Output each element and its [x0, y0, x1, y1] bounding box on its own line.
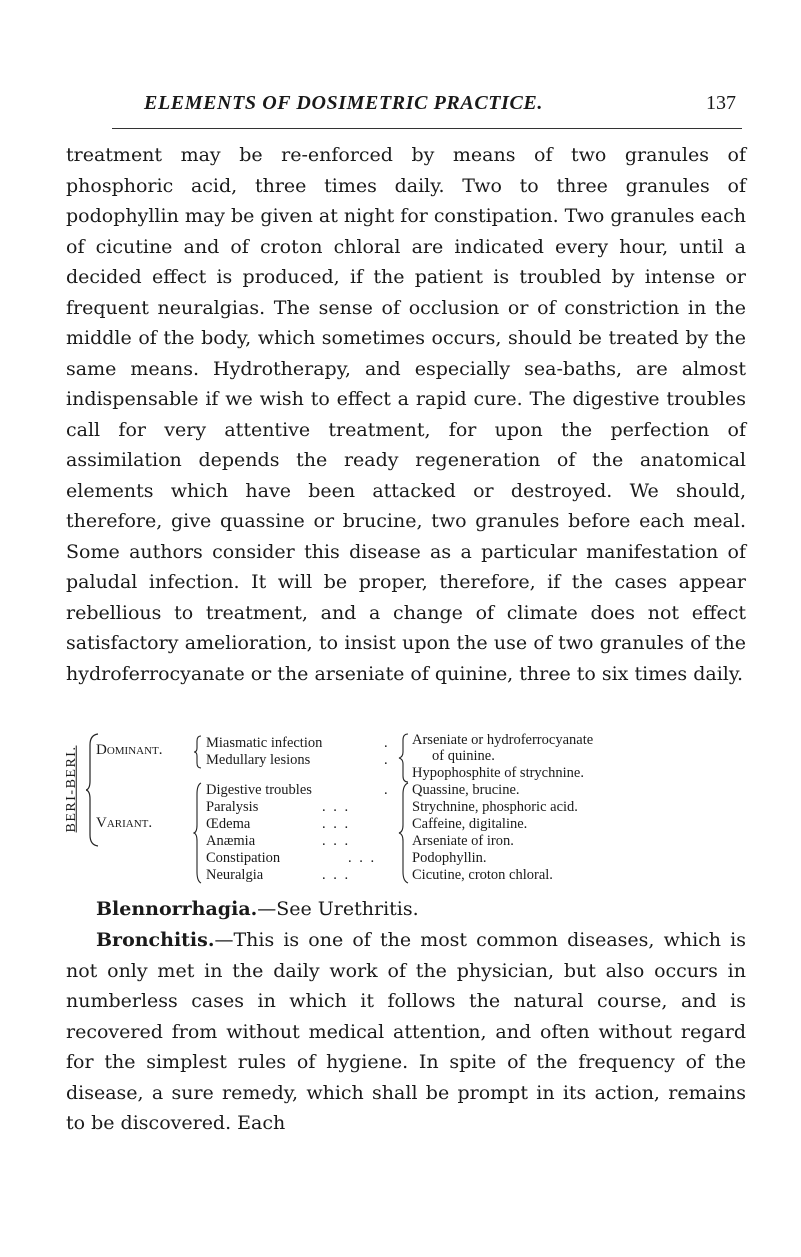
variant-remedy-2: Strychnine, phosphoric acid.	[412, 799, 578, 815]
blennorrhagia-heading: Blennorrhagia.	[96, 898, 258, 920]
variant-symptom-3: Œdema	[206, 816, 251, 832]
blennorrhagia-entry	[66, 894, 746, 925]
dominant-remedy-brace-icon	[398, 733, 410, 783]
leader-dots: . . .	[322, 799, 351, 815]
bronchitis-text: —This is one of the most common diseases, which is not only met in the daily work of the physician, but also occurs in numberless cases in which it follows the natural course, and is recovered from without medical attention, and often without regard for the simplest rules of hygiene. In spite of the frequency of the disease, a sure remedy, which shall be prompt in its action, remains to be discovered. Each	[66, 929, 746, 1134]
leader-dots: . . .	[322, 833, 351, 849]
bronchitis-heading: Bronchitis.	[96, 929, 215, 951]
variant-brace-icon	[193, 782, 203, 884]
variant-symptom-1: Digestive troubles	[206, 782, 312, 798]
variant-symptom-5: Constipation	[206, 850, 281, 866]
running-header	[112, 88, 742, 129]
variant-symptom-4: Anæmia	[206, 833, 256, 849]
leader-dot: .	[384, 752, 390, 768]
leader-dots: . . .	[322, 816, 351, 832]
variant-symptom-6: Neuralgia	[206, 867, 264, 883]
dominant-brace-icon	[193, 735, 203, 769]
variant-remedy-1: Quassine, brucine.	[412, 782, 520, 798]
dominant-remedy-2: of quinine.	[432, 748, 495, 764]
dominant-symptom-1: Miasmatic infection	[206, 735, 323, 751]
variant-label: Variant.	[96, 815, 153, 831]
leader-dots: . . .	[348, 850, 377, 866]
leader-dot: .	[384, 735, 390, 751]
dominant-remedy-1: Arseniate or hydroferrocyanate	[412, 732, 594, 748]
dominant-remedy-3: Hypophosphite of strychnine.	[412, 765, 584, 781]
variant-remedy-5: Podophyllin.	[412, 850, 487, 866]
side-label-text: BERI-BERI.	[63, 745, 79, 833]
variant-remedy-6: Cicutine, croton chloral.	[412, 867, 553, 883]
dominant-symptom-2: Medullary lesions	[206, 752, 311, 768]
leader-dot: .	[384, 782, 390, 798]
variant-remedy-3: Caffeine, digitaline.	[412, 816, 528, 832]
variant-remedy-brace-icon	[398, 782, 410, 884]
blennorrhagia-text: —See Urethritis.	[257, 898, 419, 920]
bronchitis-entry	[66, 925, 746, 1139]
table-side-label	[56, 733, 88, 845]
beri-beri-table	[60, 733, 760, 883]
variant-symptom-2: Paralysis	[206, 799, 259, 815]
page-number: 137	[706, 92, 736, 114]
running-head-title: ELEMENTS OF DOSIMETRIC PRACTICE.	[144, 92, 543, 114]
leader-dots: . . .	[322, 867, 351, 883]
dominant-label: Dominant.	[96, 742, 163, 758]
body-paragraph: treatment may be re-enforced by means of two granules of phosphoric acid, three times daily. Two to three granules of podophyllin may be given at night for constipation. Two granules each of cicutine and of croton chloral are indicated every hour, until a decided effect is produced, if the patient is troubled by intense or frequent neuralgias. The sense of occlusion or of constriction in the middle of the body, which sometimes occurs, should be treated by the same means. Hydrotherapy, and especially sea-baths, are almost indispensable if we wish to effect a rapid cure. The digestive troubles call for very attentive treatment, for upon the perfection of assimilation depends the ready regeneration of the anatomical elements which have been attacked or destroyed. We should, therefore, give quassine or brucine, two granules before each meal. Some authors consider this disease as a particular manifestation of paludal infection. It will be proper, therefore, if the cases appear rebellious to treatment, and a change of climate does not effect satisfactory amelioration, to insist upon the use of two granules of the hydroferrocyanate or the arseniate of quinine, three to six times daily.	[66, 144, 746, 685]
variant-remedy-4: Arseniate of iron.	[412, 833, 514, 849]
